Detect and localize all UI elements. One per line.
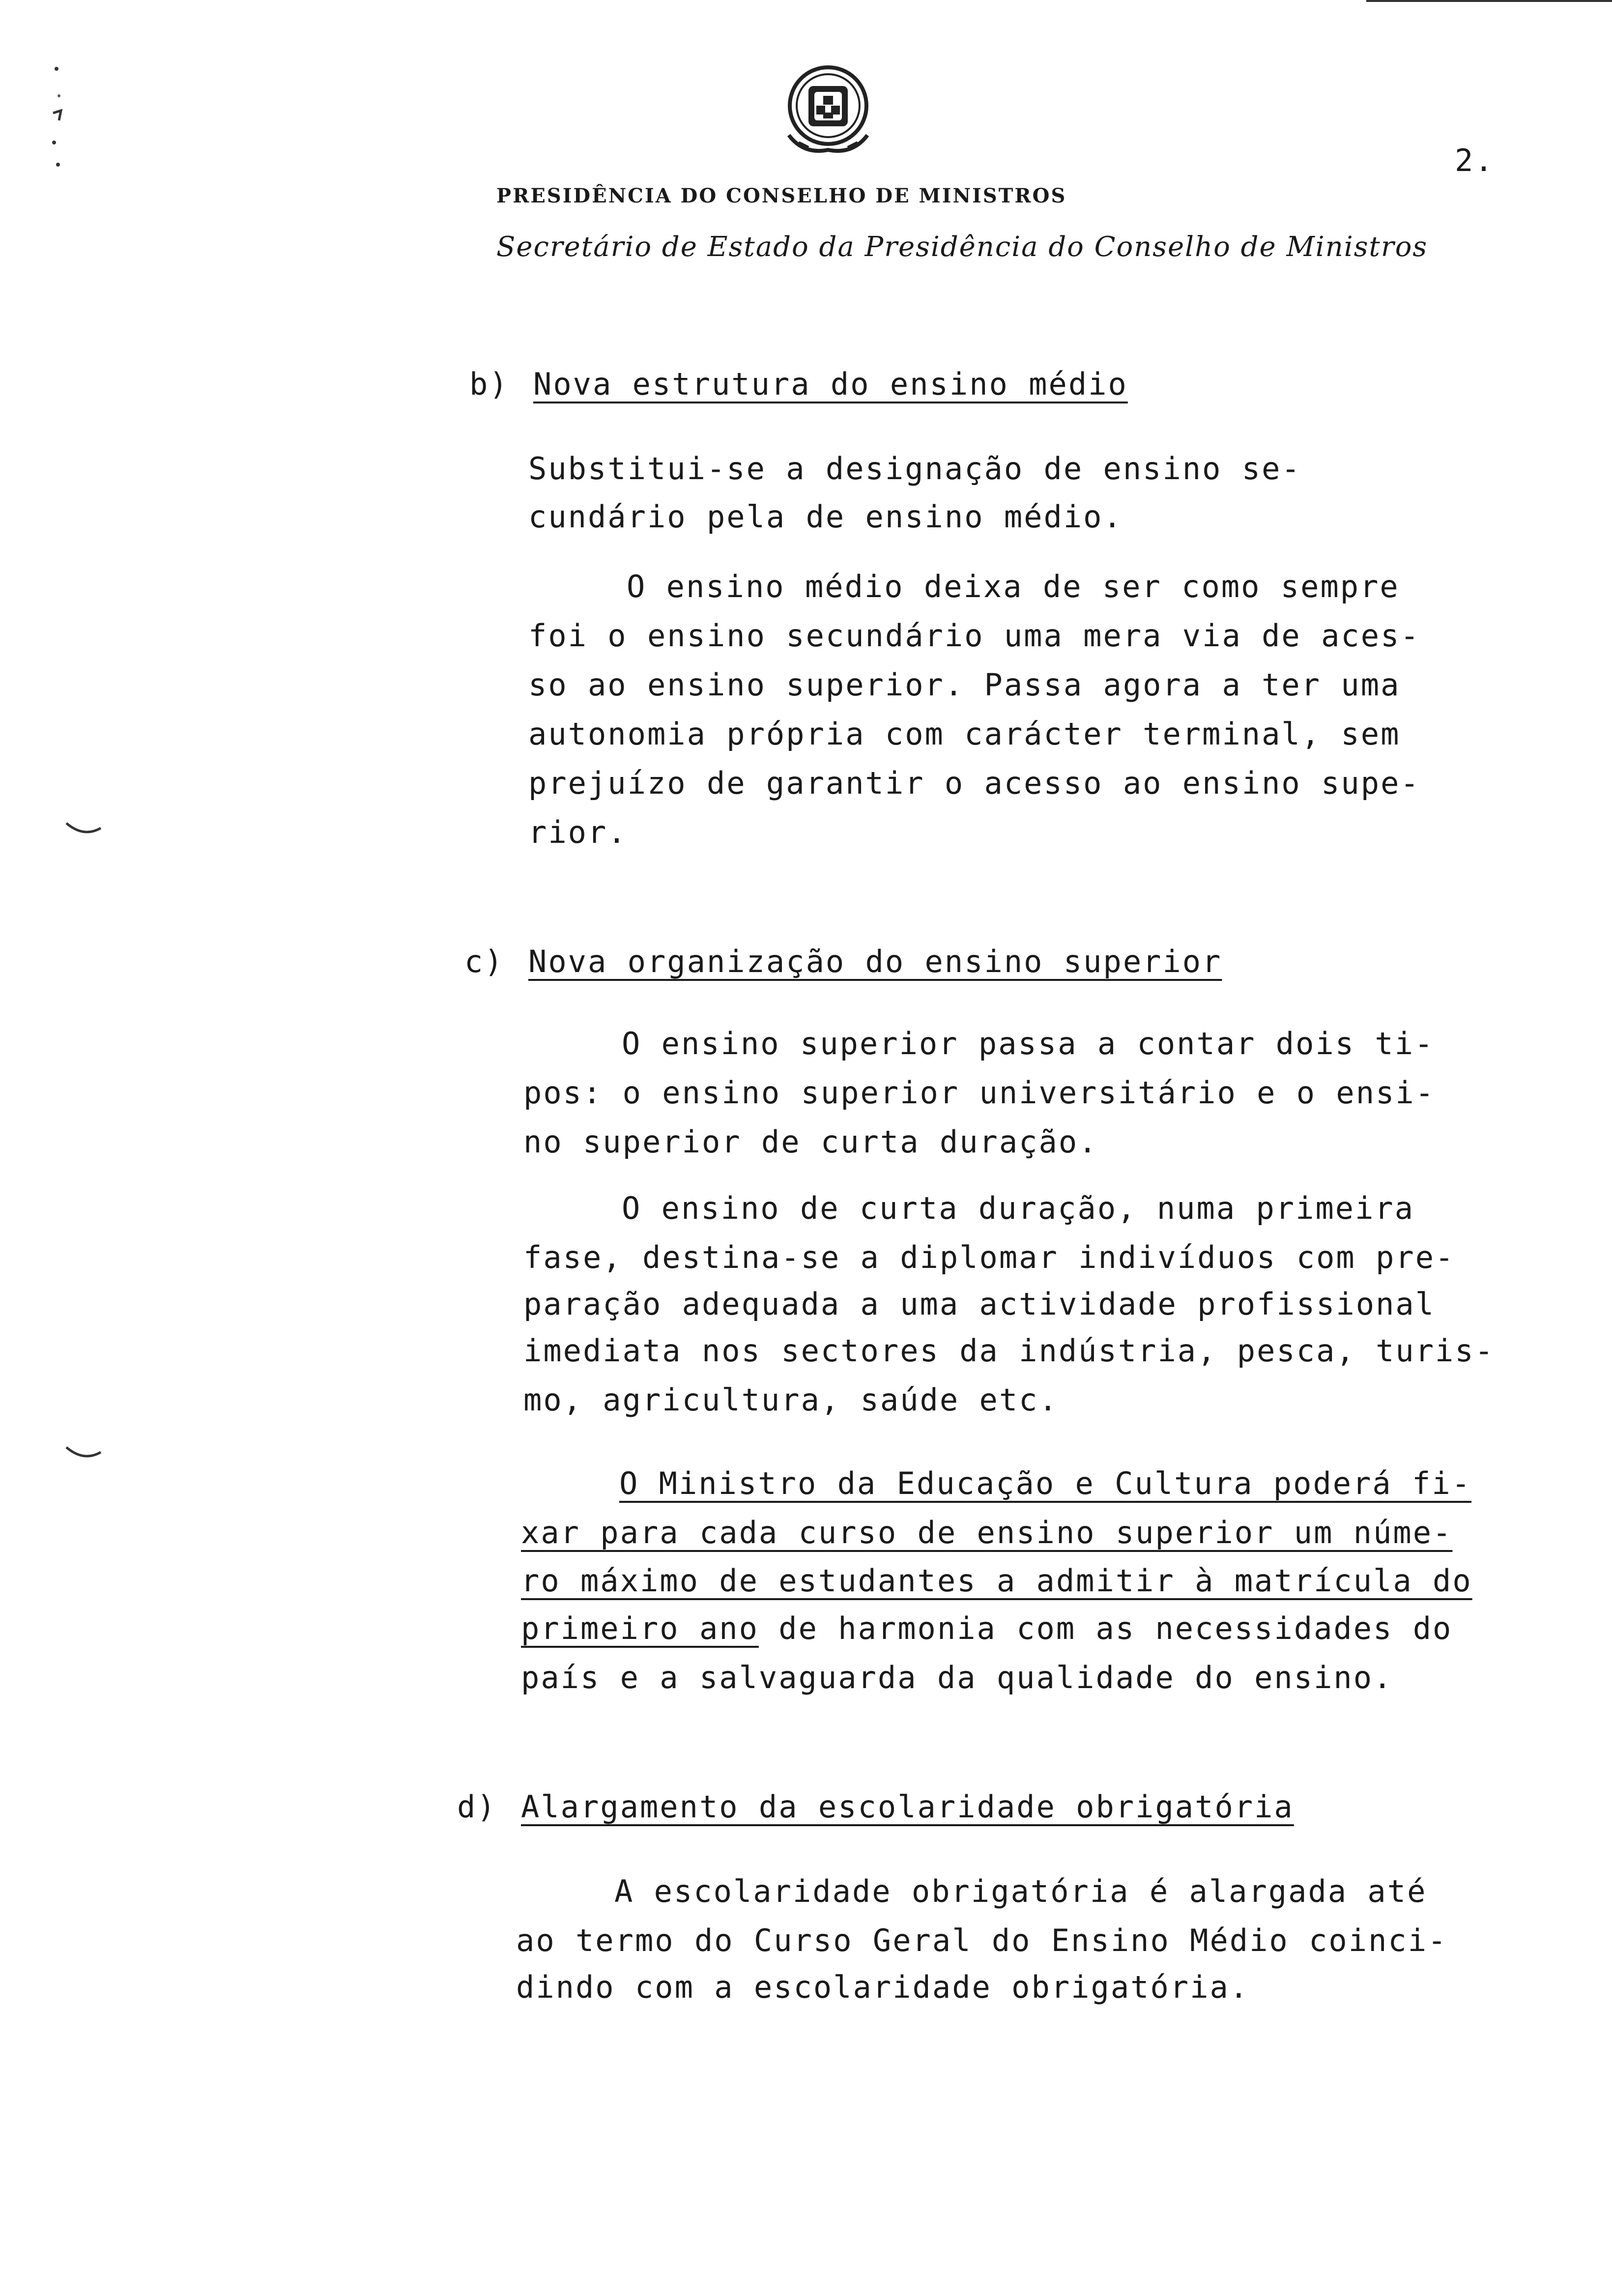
text-line: xar para cada curso de ensino superior um núme- <box>521 1515 1453 1550</box>
paragraph <box>528 445 1301 493</box>
section-c-heading <box>464 944 1222 979</box>
coat-of-arms-emblem <box>774 61 882 160</box>
text-line: rior. <box>528 814 628 850</box>
text-line: país e a salvaguarda da qualidade do ensino. <box>521 1660 1393 1695</box>
text-line: so ao ensino superior. Passa agora a ter uma <box>528 667 1401 703</box>
section-title: Nova organização do ensino superior <box>528 944 1222 979</box>
section-title: Nova estrutura do ensino médio <box>533 366 1128 402</box>
text-line: ao termo do Curso Geral do Ensino Médio coinci- <box>516 1923 1448 1958</box>
institution-header: PRESIDÊNCIA DO CONSELHO DE MINISTROS <box>496 184 1067 207</box>
text-line: O ensino de curta duração, numa primeira <box>622 1190 1415 1226</box>
margin-marks-top <box>44 59 74 177</box>
margin-tick-mark <box>64 1445 103 1464</box>
text-line: fase, destina-se a diplomar indivíduos com pre- <box>523 1239 1455 1275</box>
underlined-phrase: primeiro ano <box>521 1610 759 1646</box>
text-line: mo, agricultura, saúde etc. <box>523 1382 1059 1418</box>
section-b-heading <box>469 366 1128 402</box>
text-line: no superior de curta duração. <box>523 1124 1098 1160</box>
text-line: cundário pela de ensino médio. <box>528 499 1123 535</box>
top-edge-rule <box>1366 0 1612 2</box>
text-line <box>521 1605 1452 1653</box>
text-span: de harmonia com as necessidades do <box>758 1610 1453 1646</box>
text-line: autonomia própria com carácter terminal, sem <box>528 716 1401 752</box>
text-line: Substitui-se a designação de ensino se- <box>528 451 1301 487</box>
section-label: b) <box>469 366 509 402</box>
text-line: foi o ensino secundário uma mera via de aces- <box>528 618 1420 654</box>
text-line: prejuízo de garantir o acesso ao ensino supe- <box>528 765 1420 801</box>
section-label: d) <box>457 1789 497 1825</box>
text-line: dindo com a escolaridade obrigatória. <box>516 1969 1250 2005</box>
text-line: pos: o ensino superior universitário e o ensi- <box>523 1075 1436 1111</box>
section-label: c) <box>464 944 504 979</box>
office-subheader: Secretário de Estado da Presidência do Conselho de Ministros <box>496 231 1428 263</box>
text-line: O ensino superior passa a contar dois ti- <box>622 1026 1435 1062</box>
text-line: imediata nos sectores da indústria, pesca, turis- <box>523 1333 1495 1369</box>
page-number: 2. <box>1455 143 1495 178</box>
text-line: O ensino médio deixa de ser como sempre <box>627 569 1400 604</box>
text-line: ro máximo de estudantes a admitir à matrícula do <box>521 1563 1472 1599</box>
text-line: O Ministro da Educação e Cultura poderá fi- <box>619 1465 1472 1501</box>
text-line: paração adequada a uma actividade profissional <box>523 1286 1436 1322</box>
section-title: Alargamento da escolaridade obrigatória <box>521 1789 1294 1825</box>
section-d-heading <box>457 1789 1294 1825</box>
margin-tick-mark <box>64 821 103 840</box>
text-line: A escolaridade obrigatória é alargada até <box>614 1873 1427 1909</box>
